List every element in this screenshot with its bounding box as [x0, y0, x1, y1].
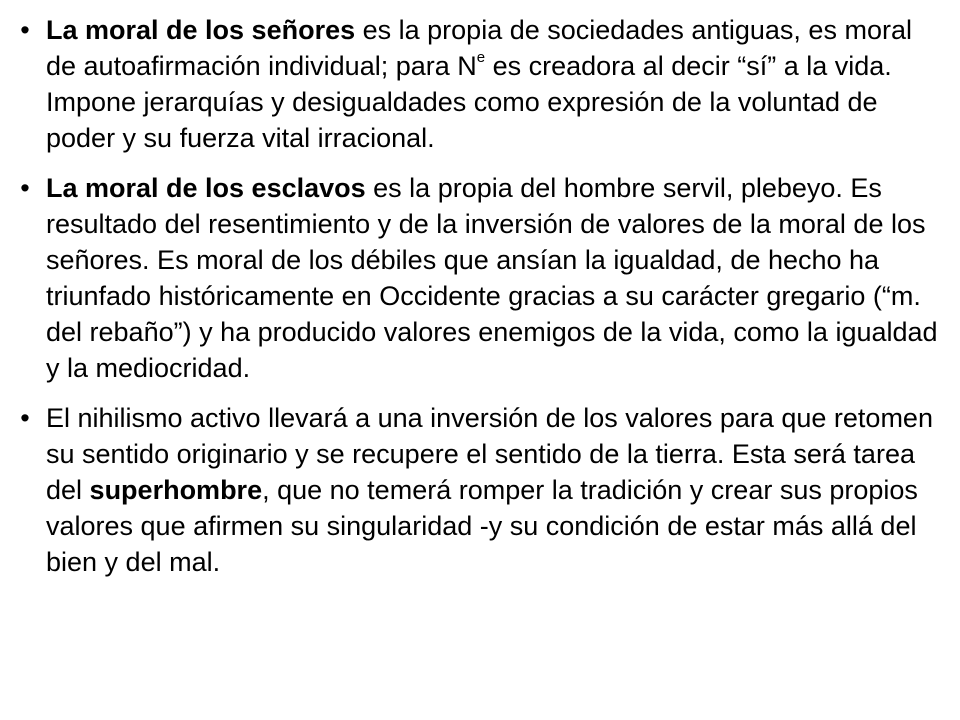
- bullet-text: es la propia del hombre servil, plebeyo. Es resultado del resentimiento y de la inversión de valores de la moral de los señores. Es moral de los débiles que ansían la igualdad, de hecho ha triunfado históricamente en Occidente gracias a su carácter gregario (“m. del rebaño”) y ha producido valores enemigos de la vida, como la igualdad y la mediocridad.: [46, 173, 938, 383]
- bullet-dot-icon: •: [20, 403, 30, 433]
- bullet-text-continued: es creadora al decir “sí” a la vida. Impone jerarquías y desigualdades como expresión de la voluntad de poder y su fuerza vital irracional.: [46, 51, 892, 153]
- bullet-text: El nihilismo activo llevará a una inversión de los valores para que retomen su sentido originario y se recupere el sentido de la tierra. Esta será tarea del: [46, 403, 933, 505]
- bullet-dot-icon: •: [20, 15, 30, 45]
- bullet-dot-icon: •: [20, 173, 30, 203]
- bullet-text-continued: , que no temerá romper la tradición y crear sus propios valores que afirmen su singularidad -y su condición de estar más allá del bien y del mal.: [46, 475, 918, 577]
- bullet-list: [10, 12, 948, 580]
- bullet-bold-term: superhombre: [89, 475, 263, 505]
- bullet-moral-senores: [10, 12, 948, 156]
- bullet-bold-lead: La moral de los señores: [46, 15, 356, 45]
- bullet-nihilismo-activo: [10, 400, 948, 580]
- bullet-bold-lead: La moral de los esclavos: [46, 173, 366, 203]
- superscript-e: e: [476, 49, 486, 66]
- bullet-text: es la propia de sociedades antiguas, es moral de autoafirmación individual; para N: [46, 15, 912, 81]
- bullet-moral-esclavos: [10, 170, 948, 386]
